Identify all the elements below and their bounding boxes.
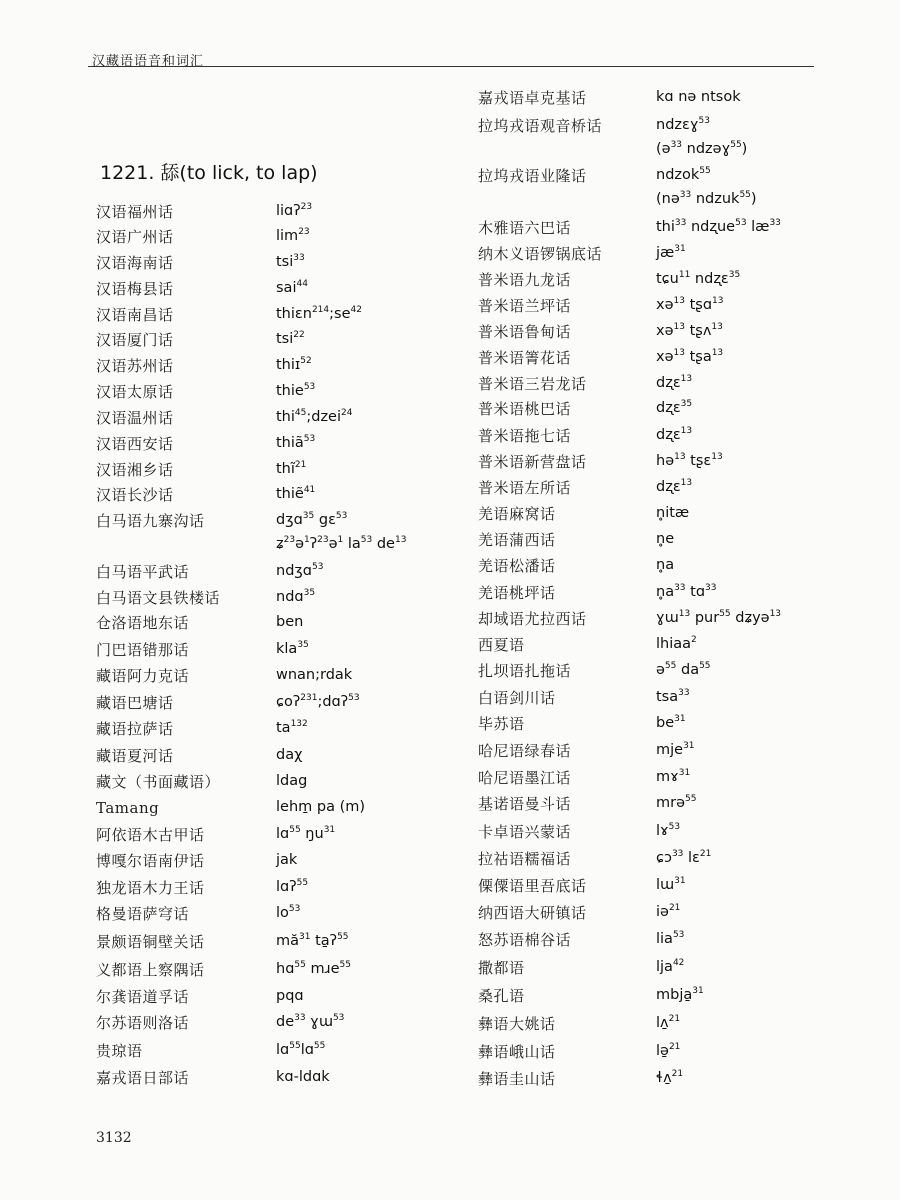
language-name: 羌语松潘话 [478,557,556,575]
language-name: 怒苏语棉谷话 [478,931,572,949]
word-form: thie$^{53}$ [276,382,316,399]
running-head: 汉藏语语音和词汇 [92,54,205,69]
language-name: 汉语太原话 [96,383,174,401]
word-form: lɑʔ$^{55}$ [276,878,309,895]
word-form: ndɑ$^{35}$ [276,588,316,605]
language-name: 尔苏语则洛话 [96,1014,190,1032]
language-name: 普米语桃巴话 [478,400,572,418]
word-form: xə$^{13}$ tʂa$^{13}$ [656,348,724,365]
word-form: lia$^{53}$ [656,930,685,947]
language-name: 汉语苏州话 [96,357,174,375]
language-name: 贵琼语 [96,1042,143,1060]
language-name: 普米语新营盘话 [478,453,587,471]
word-form: kɑ nə ntsok [656,89,741,105]
word-form: thi$^{33}$ ndʐue$^{53}$ $læ^{33}$ [656,218,781,235]
language-name: 木雅语六巴话 [478,219,572,237]
word-form: (nə$^{33}$ ndzuk$^{55}$) [656,190,757,207]
language-name: 羌语蒲西话 [478,531,556,549]
language-name: 卡卓语兴蒙话 [478,823,572,841]
language-name: 桑孔语 [478,987,525,1005]
word-form: ə$^{55}$ $da^{55}$ [656,661,711,678]
language-name: 羌语麻窝话 [478,505,556,523]
language-name: 白语剑川话 [478,689,556,707]
word-form: dʐɛ$^{13}$ [656,426,693,443]
word-form: lʌ̱$^{21}$ [656,1014,681,1031]
language-name: 却域语尤拉西话 [478,610,587,628]
language-name: 普米语九龙话 [478,271,572,289]
language-name: 汉语长沙话 [96,486,174,504]
word-form: thĩ$^{21}$ [276,460,307,477]
language-name: 彝语大姚话 [478,1015,556,1033]
word-form: iə$^{21}$ [656,903,681,920]
language-name: 藏语夏河话 [96,747,174,765]
word-form: pqɑ [276,988,304,1004]
language-name: 普米语拖七话 [478,427,572,445]
word-form: ɬʌ̱$^{21}$ [656,1069,684,1086]
language-name: 彝语圭山话 [478,1070,556,1088]
word-form: ɣɯ$^{13}$ pur$^{55}$ dʑyə$^{13}$ [656,609,782,626]
language-name: 纳木义语锣锅底话 [478,245,603,263]
word-form: $n̥a^{33}$ tɑ$^{33}$ [656,583,717,600]
language-name: 格曼语萨穹话 [96,905,190,923]
language-name: 藏语阿力克话 [96,667,190,685]
word-form: lɯ$^{31}$ [656,876,686,893]
language-name: 普米语鲁甸话 [478,323,572,341]
language-name: 傈僳语里吾底话 [478,877,587,895]
word-form: $jæ^{31}$ [656,244,686,261]
language-name: 白马语文县铁楼话 [96,589,221,607]
language-name: 普米语兰坪话 [478,297,572,315]
word-form: $lo^{53}$ [276,904,301,921]
word-form: jak [276,852,298,868]
language-name: 嘉戎语卓克基话 [478,89,587,107]
word-form: ɕoʔ$^{231}$;dɑʔ$^{53}$ [276,693,360,710]
word-form: $de^{33}$ ɣɯ$^{53}$ [276,1013,345,1030]
language-name: 白马语九寨沟话 [96,512,205,530]
language-name: 门巴语错那话 [96,641,190,659]
language-name: 纳西语大研镇话 [478,904,587,922]
word-form: ndʒɑ$^{53}$ [276,562,324,579]
language-name: 拉坞戎语业隆话 [478,167,587,185]
word-form: $thiɛn^{214};se^{42}$ [276,305,362,322]
language-name: 普米语左所话 [478,479,572,497]
word-form: mje$^{31}$ [656,741,695,758]
word-form: kɑ-ldɑk [276,1069,330,1085]
word-form: dʒɑ$^{35}$ gɛ$^{53}$ [276,511,348,528]
word-form: tɕu$^{11}$ ndʐɛ$^{35}$ [656,270,741,287]
word-form: ldag [276,773,308,789]
word-form: ɕɔ$^{33}$ lɛ$^{21}$ [656,849,712,866]
word-form: $ta^{132}$ [276,719,308,736]
word-form: lɤ$^{53}$ [656,822,681,839]
word-form: tsi$^{33}$ [276,253,305,270]
language-name: 汉语梅县话 [96,280,174,298]
word-form: dʐɛ$^{13}$ [656,374,693,391]
word-form: thiɪ$^{52}$ [276,356,312,373]
word-form: dʐɛ$^{13}$ [656,478,693,495]
word-form: kla$^{35}$ [276,640,309,657]
word-form: dʐɛ$^{35}$ [656,399,693,416]
word-form: tsa$^{33}$ [656,688,690,705]
word-form: lɑ$^{55}$lɑ$^{55}$ [276,1041,326,1058]
language-name: 藏文（书面藏语） [96,773,221,791]
language-name: 嘉戎语日部话 [96,1069,190,1087]
language-name: 汉语温州话 [96,409,174,427]
page-number: 3132 [96,1130,132,1146]
word-form: n̥e [656,531,675,547]
language-name: 博嘎尔语南伊话 [96,852,205,870]
word-form: ndzɛɣ$^{53}$ [656,116,710,133]
language-name: 西夏语 [478,636,525,654]
language-name: 汉语福州话 [96,203,174,221]
word-form: hɑ$^{55}$ mɹe$^{55}$ [276,960,351,977]
language-name: 普米语箐花话 [478,349,572,367]
word-form: thiẽ$^{41}$ [276,485,316,502]
language-name: 羌语桃坪话 [478,584,556,602]
language-name: 藏语巴塘话 [96,694,174,712]
language-name: 汉语厦门话 [96,331,174,349]
word-form: thiã$^{53}$ [276,434,316,451]
language-name: 汉语湘乡话 [96,461,174,479]
word-form: tsi$^{22}$ [276,330,305,347]
word-form: $\lim^{23}$ [276,227,310,244]
language-name: 汉语西安话 [96,435,174,453]
word-form: hə$^{13}$ tʂɛ$^{13}$ [656,452,723,469]
word-form: lə̱$^{21}$ [656,1042,681,1059]
language-name: 拉祜语糯福话 [478,850,572,868]
language-name: 普米语三岩龙话 [478,375,587,393]
word-form: mɤ$^{31}$ [656,768,691,785]
language-name: 基诺语曼斗话 [478,795,572,813]
entry-title: 1221. 舔(to lick, to lap) [100,162,318,184]
language-name: Tamang [96,799,160,817]
word-form: sai$^{44}$ [276,279,308,296]
word-form: xə$^{13}$ tʂʌ$^{13}$ [656,322,723,339]
word-form: lehm̱ pa (m) [276,799,366,815]
word-form: n̥itæ [656,505,690,521]
word-form: thi$^{45}$;dzei$^{24}$ [276,408,353,425]
language-name: 拉坞戎语观音桥话 [478,117,603,135]
language-name: 撒都语 [478,959,525,977]
word-form: liɑʔ$^{23}$ [276,202,313,219]
word-form: xə$^{13}$ tʂɑ$^{13}$ [656,296,724,313]
language-name: 哈尼语墨江话 [478,769,572,787]
word-form: $mă^{31}$ ta̱ʔ$^{55}$ [276,932,349,949]
word-form: n̥a [656,557,675,573]
language-name: 景颇语铜壁关话 [96,933,205,951]
word-form: lja$^{42}$ [656,958,685,975]
header-rule [88,66,814,67]
language-name: 汉语南昌话 [96,306,174,324]
language-name: 扎坝语扎拖话 [478,662,572,680]
language-name: 白马语平武话 [96,563,190,581]
language-name: 汉语海南话 [96,254,174,272]
word-form: wnan;rdak [276,667,353,683]
language-name: 哈尼语绿春话 [478,742,572,760]
word-form: mbja̱$^{31}$ [656,986,704,1003]
word-form: mrə$^{55}$ [656,794,697,811]
word-form: lɑ$^{55}$ $ŋu^{31}$ [276,825,336,842]
language-name: 彝语峨山话 [478,1043,556,1061]
word-form: ben [276,614,304,630]
word-form: lhiaa$^2$ [656,635,697,652]
word-form: ndzok$^{55}$ [656,166,711,183]
language-name: 义都语上察隅话 [96,961,205,979]
language-name: 尔龚语道孚话 [96,988,190,1006]
language-name: 独龙语木力王话 [96,879,205,897]
language-name: 毕苏语 [478,715,525,733]
language-name: 阿依语木古甲话 [96,826,205,844]
word-form: daχ [276,747,303,763]
word-form: ʑ$^{23}$ə$^1$ʔ$^{23}$ə$^1$ $la^{53}$ $de^{13}$ [276,535,407,552]
word-form: $be^{31}$ [656,714,686,731]
language-name: 汉语广州话 [96,228,174,246]
word-form: (ə$^{33}$ ndzəɣ$^{55}$) [656,140,748,157]
language-name: 仓洛语地东话 [96,614,190,632]
language-name: 藏语拉萨话 [96,720,174,738]
